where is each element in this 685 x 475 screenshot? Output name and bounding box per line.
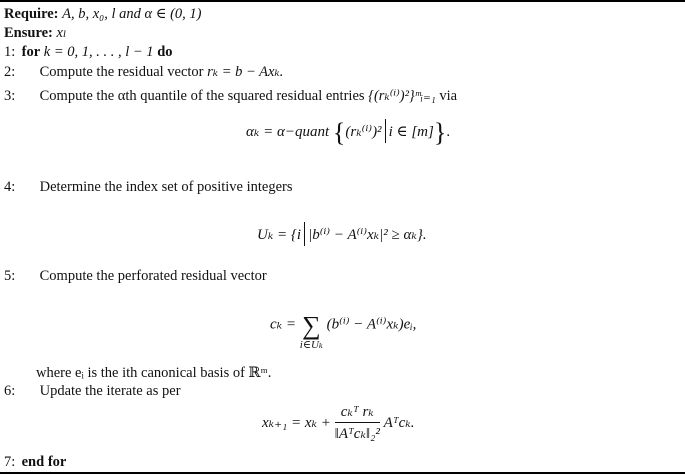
step-number: 1: [4,44,16,60]
step-math: rₖ = b − Axₖ. [207,64,284,80]
step-5 [4,267,267,285]
set-bar [304,222,305,246]
require-value: A, b, x₀, l and α ∈ (0, 1) [62,6,202,22]
ensure-value: xₗ [56,25,67,41]
require-line [4,5,202,23]
step-number: 3: [4,88,16,104]
step-number: 4: [4,179,16,195]
perforated-residual-formula [270,305,417,351]
step-text: Compute the αth quantile of the squared residual entries [39,88,365,104]
fraction-denominator: ‖Aᵀcₖ‖₂² [334,426,380,442]
formula-rhs: |b⁽ⁱ⁾ − A⁽ⁱ⁾xₖ|² ≥ αₖ}. [308,227,427,243]
update-formula [262,402,414,443]
for-keyword: for [21,44,41,60]
index-set-formula [257,222,427,246]
formula-lhs: cₖ = [270,316,297,333]
step-text: Compute the residual vector [39,64,204,80]
loop-range: k = 0, 1, . . . , l − 1 [43,44,154,60]
step-number: 2: [4,64,16,80]
step-number: 7: [4,454,16,470]
formula-rhs: (b⁽ⁱ⁾ − A⁽ⁱ⁾xₖ)eᵢ, [326,316,417,333]
step-7 [4,453,66,471]
fraction-numerator: cₖᵀ rₖ [335,402,380,423]
left-brace: { [332,118,346,147]
fraction [335,402,380,443]
step-text: Compute the perforated residual vector [39,268,267,284]
summation [300,313,323,351]
step-4 [4,178,293,196]
formula-lhs: xₖ₊₁ = xₖ + [262,415,331,431]
alpha-quantile-formula [246,118,450,148]
step-5-note: where eᵢ is the ith canonical basis of ℝᵐ. [36,365,272,381]
step-text: Update the iterate as per [39,383,181,399]
do-keyword: do [157,44,173,60]
step-tail: via [439,88,458,104]
step-number: 6: [4,383,16,399]
end-for-keyword: end for [21,454,67,470]
top-rule [0,0,685,2]
formula-cond: i ∈ [m] [388,124,434,140]
formula-lhs: Uₖ = {i [257,227,302,243]
step-number: 5: [4,268,16,284]
step-6 [4,382,181,400]
step-3 [4,87,457,105]
bottom-rule [0,472,685,474]
formula-tail: Aᵀcₖ. [383,415,415,431]
sum-limit: i∈Uₖ [299,339,323,351]
formula-lhs: αₖ = α−quant [246,124,330,140]
ensure-line [4,24,66,42]
set-bar [385,119,386,143]
formula-set: (rₖ⁽ⁱ⁾)² [345,124,382,140]
step-text: Determine the index set of positive integers [39,179,293,195]
ensure-label: Ensure: [4,25,53,41]
formula-end: . [446,124,451,140]
step-math: {(rₖ⁽ⁱ⁾)²}ᵐᵢ₌₁ [368,88,436,104]
step-1 [4,43,173,61]
sigma-symbol: ∑ [302,311,321,340]
step-2 [4,63,283,81]
right-brace: } [433,118,447,147]
require-label: Require: [4,6,59,22]
